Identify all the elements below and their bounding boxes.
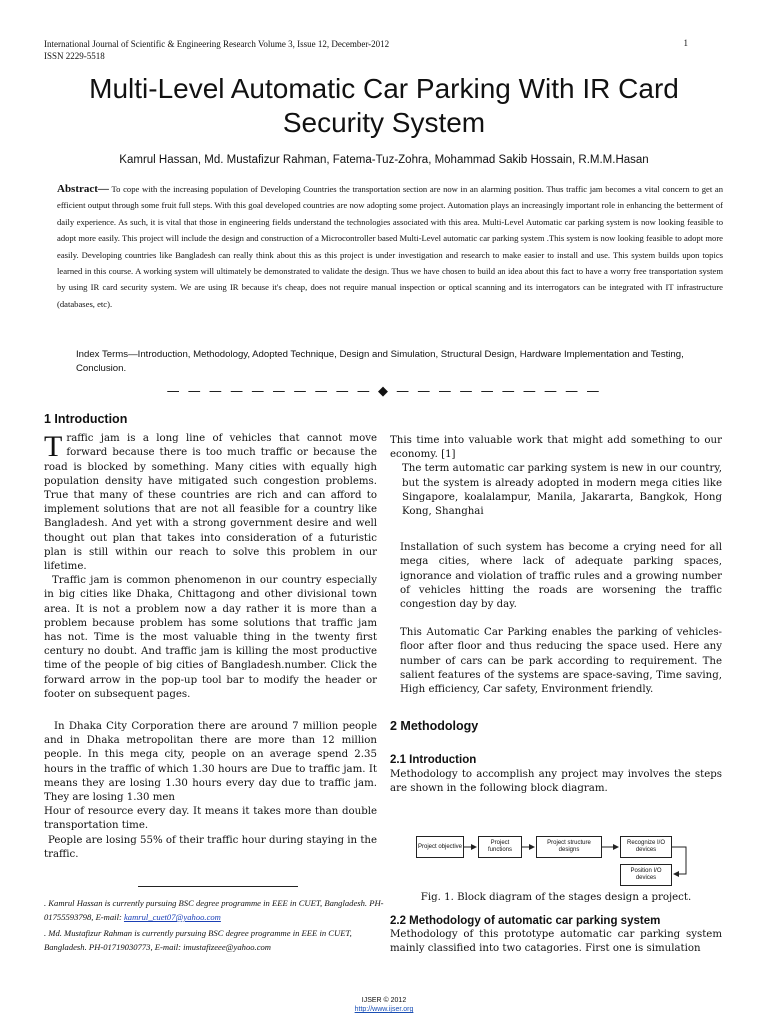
footnote-rule: [138, 886, 298, 887]
section-2-heading: 2 Methodology: [390, 719, 479, 734]
page-footer: [0, 996, 768, 1014]
right-paragraph-2: The term automatic car parking system is new in our country, but the system is already adopted in modern mega cities like Singapore, koalalampur, Manila, Jakararta, Bangkok, Hong Kong, Shanghai: [402, 463, 722, 518]
diagram-box-structure-designs: Project structure designs: [536, 836, 602, 858]
journal-header: [44, 38, 389, 62]
abstract-text: To cope with the increasing population of Developing Countries the transportation section are now in an alarming position. Thus traffic jam becomes a vital concern to get an efficient output through some fruit full steps. With this goal developed countries are now adopting some project. Automation plays an increasingly important role in enhancing the betterment of daily experience. As such, it is vital that those in engineering fields understand the technologies associated with this area. Multi-Level Automatic car parking system is now looking feasible to adopt more easily. This project will include the design and construction of a Microcontroller based Multi-Level automatic car parking system .This system is now looking feasible to adopt more easily. Developing countries like Bangladesh can really think about this as this project is under investigation and research to make easier to install and use. This system builds upon topics learned in this course. A working system will ultimately be demonstrated to validate the design. Thus we have chosen to build an idea about this fact to have a worry free transportation system by using IR card security system. We are using IR because it's cheap, does not require manual inspection or optical scanning and its interrogators can be integrated with IT infrastructure (databases, etc).: [57, 184, 723, 309]
intro-paragraph-1: [44, 432, 377, 574]
intro-paragraph-3: In Dhaka City Corporation there are around 7 million people and in Dhaka metropolitan there are more than 12 million people. In this mega city, people on an average spend 2.35 hours in the traffic of which 1.30 hours are Due to traffic jam. It means they are losing 1.30 hours every day due to traffic jam. They are losing 1.30 men: [44, 721, 377, 804]
index-terms-label: Index Terms: [76, 349, 129, 360]
intro-paragraph-4: Hour of resource every day. It means it takes more than double transportation time.: [44, 806, 377, 832]
issn: ISSN 2229-5518: [44, 51, 105, 61]
intro-paragraph-2: Traffic jam is common phenomenon in our country especially in big cities like Dhaka, Chittagong and other divisional town area. It is not a problem now a day rather it is more than a problem because problem has some solutions that traffic jam has not. Time is the most valuable thing in the twenty first century no doubt. And traffic jam is killing the most productive time of the people of big cities of Bangladesh.number. Click the forward arrow in the pop-up tool bar to modify the header or footer on subsequent pages.: [44, 575, 377, 700]
diagram-box-recognize-io: Recognize I/O devices: [620, 836, 672, 858]
left-column: [44, 412, 377, 862]
diagram-box-project-objective: Project objective: [416, 836, 464, 858]
abstract-label: Abstract—: [57, 183, 109, 195]
right-paragraph-1: This time into valuable work that might add something to our economy. [1]: [390, 435, 722, 461]
journal-line: International Journal of Scientific & Engineering Research Volume 3, Issue 12, December-2012: [44, 39, 390, 49]
footnote-2: . Md. Mustafizur Rahman is currently pursuing BSC degree programme in EEE in CUET, Bangladesh. PH-01719030773, E-mail: imustafizeee@yahoo.com: [44, 928, 352, 952]
right-paragraph-4: This Automatic Car Parking enables the parking of vehicles-floor after floor and thus reducing the space used. Here any number of cars can be park according to requirement. The salient features of the systems are space-saving, Time saving, High efficiency, Car safety, Environment friendly.: [400, 627, 722, 696]
diagram-box-project-functions: Project functions: [478, 836, 522, 858]
subsection-2-1-text: Methodology to accomplish any project may involves the steps are shown in the following block diagram.: [390, 768, 722, 794]
drop-cap: T: [44, 430, 63, 464]
index-terms: [76, 348, 716, 376]
footnote-1-text: . Kamrul Hassan is currently pursuing BSC degree programme in EEE in CUET, Bangladesh. PH-01755593798, E-mail:: [44, 898, 384, 922]
index-terms-text: —Introduction, Methodology, Adopted Technique, Design and Simulation, Structural Design, Hardware Implementation and Testing, Conclusion.: [76, 349, 684, 374]
intro-paragraph-5: People are losing 55% of their traffic hour during staying in the traffic.: [44, 834, 377, 860]
subsection-2-2-heading: 2.2 Methodology of automatic car parking system: [390, 915, 661, 927]
copyright: IJSER © 2012: [361, 997, 407, 1004]
title-line-2: Security System: [282, 107, 486, 138]
diagram-box-position-io: Position I/O devices: [620, 864, 672, 886]
footnote-1: [44, 896, 384, 924]
authors: Kamrul Hassan, Md. Mustafizur Rahman, Fatema-Tuz-Zohra, Mohammad Sakib Hossain, R.M.M.Hasan: [119, 154, 649, 166]
title-line-1: Multi-Level Automatic Car Parking With IR Card: [89, 73, 679, 104]
section-divider: — — — — — — — — — — ◆ — — — — — — — — — —: [166, 384, 602, 399]
figure-caption: Fig. 1. Block diagram of the stages design a project.: [420, 892, 692, 903]
section-1-heading: 1 Introduction: [44, 412, 128, 426]
abstract: [57, 181, 723, 312]
page-number: 1: [683, 38, 688, 48]
block-diagram: [414, 834, 694, 890]
journal-url-link[interactable]: http://www.ijser.org: [354, 1006, 414, 1013]
right-column-lower: [390, 914, 722, 957]
intro-paragraph-1-text: raffic jam is a long line of vehicles that cannot move forward because there is too much traffic or because the road is blocked by something. Many cities with equally high population density have mitigated such congestion problems. True that many of these countries are rich and can afford to implement solutions that are not all feasible for a country like Bangladesh. And yet with a strong government desire and well thought out plan that takes into consideration of a futuristic plan is still within our reach to solve this problem in our lifetime.: [44, 433, 377, 573]
right-paragraph-3: Installation of such system has become a crying need for all mega cities, where lack of adequate parking spaces, ignorance and violation of traffic rules and a growing number of vehicles hitting the roads are worsening the traffic congestion day by day.: [400, 542, 722, 611]
paper-title: [0, 72, 768, 140]
subsection-2-1-heading: 2.1 Introduction: [390, 754, 477, 767]
footnote-1-email-link[interactable]: kamrul_cuet07@yahoo.com: [123, 912, 221, 922]
right-column: [390, 434, 722, 796]
subsection-2-2-text: Methodology of this prototype automatic car parking system mainly classified into two catagories. First one is simulation: [390, 929, 722, 955]
